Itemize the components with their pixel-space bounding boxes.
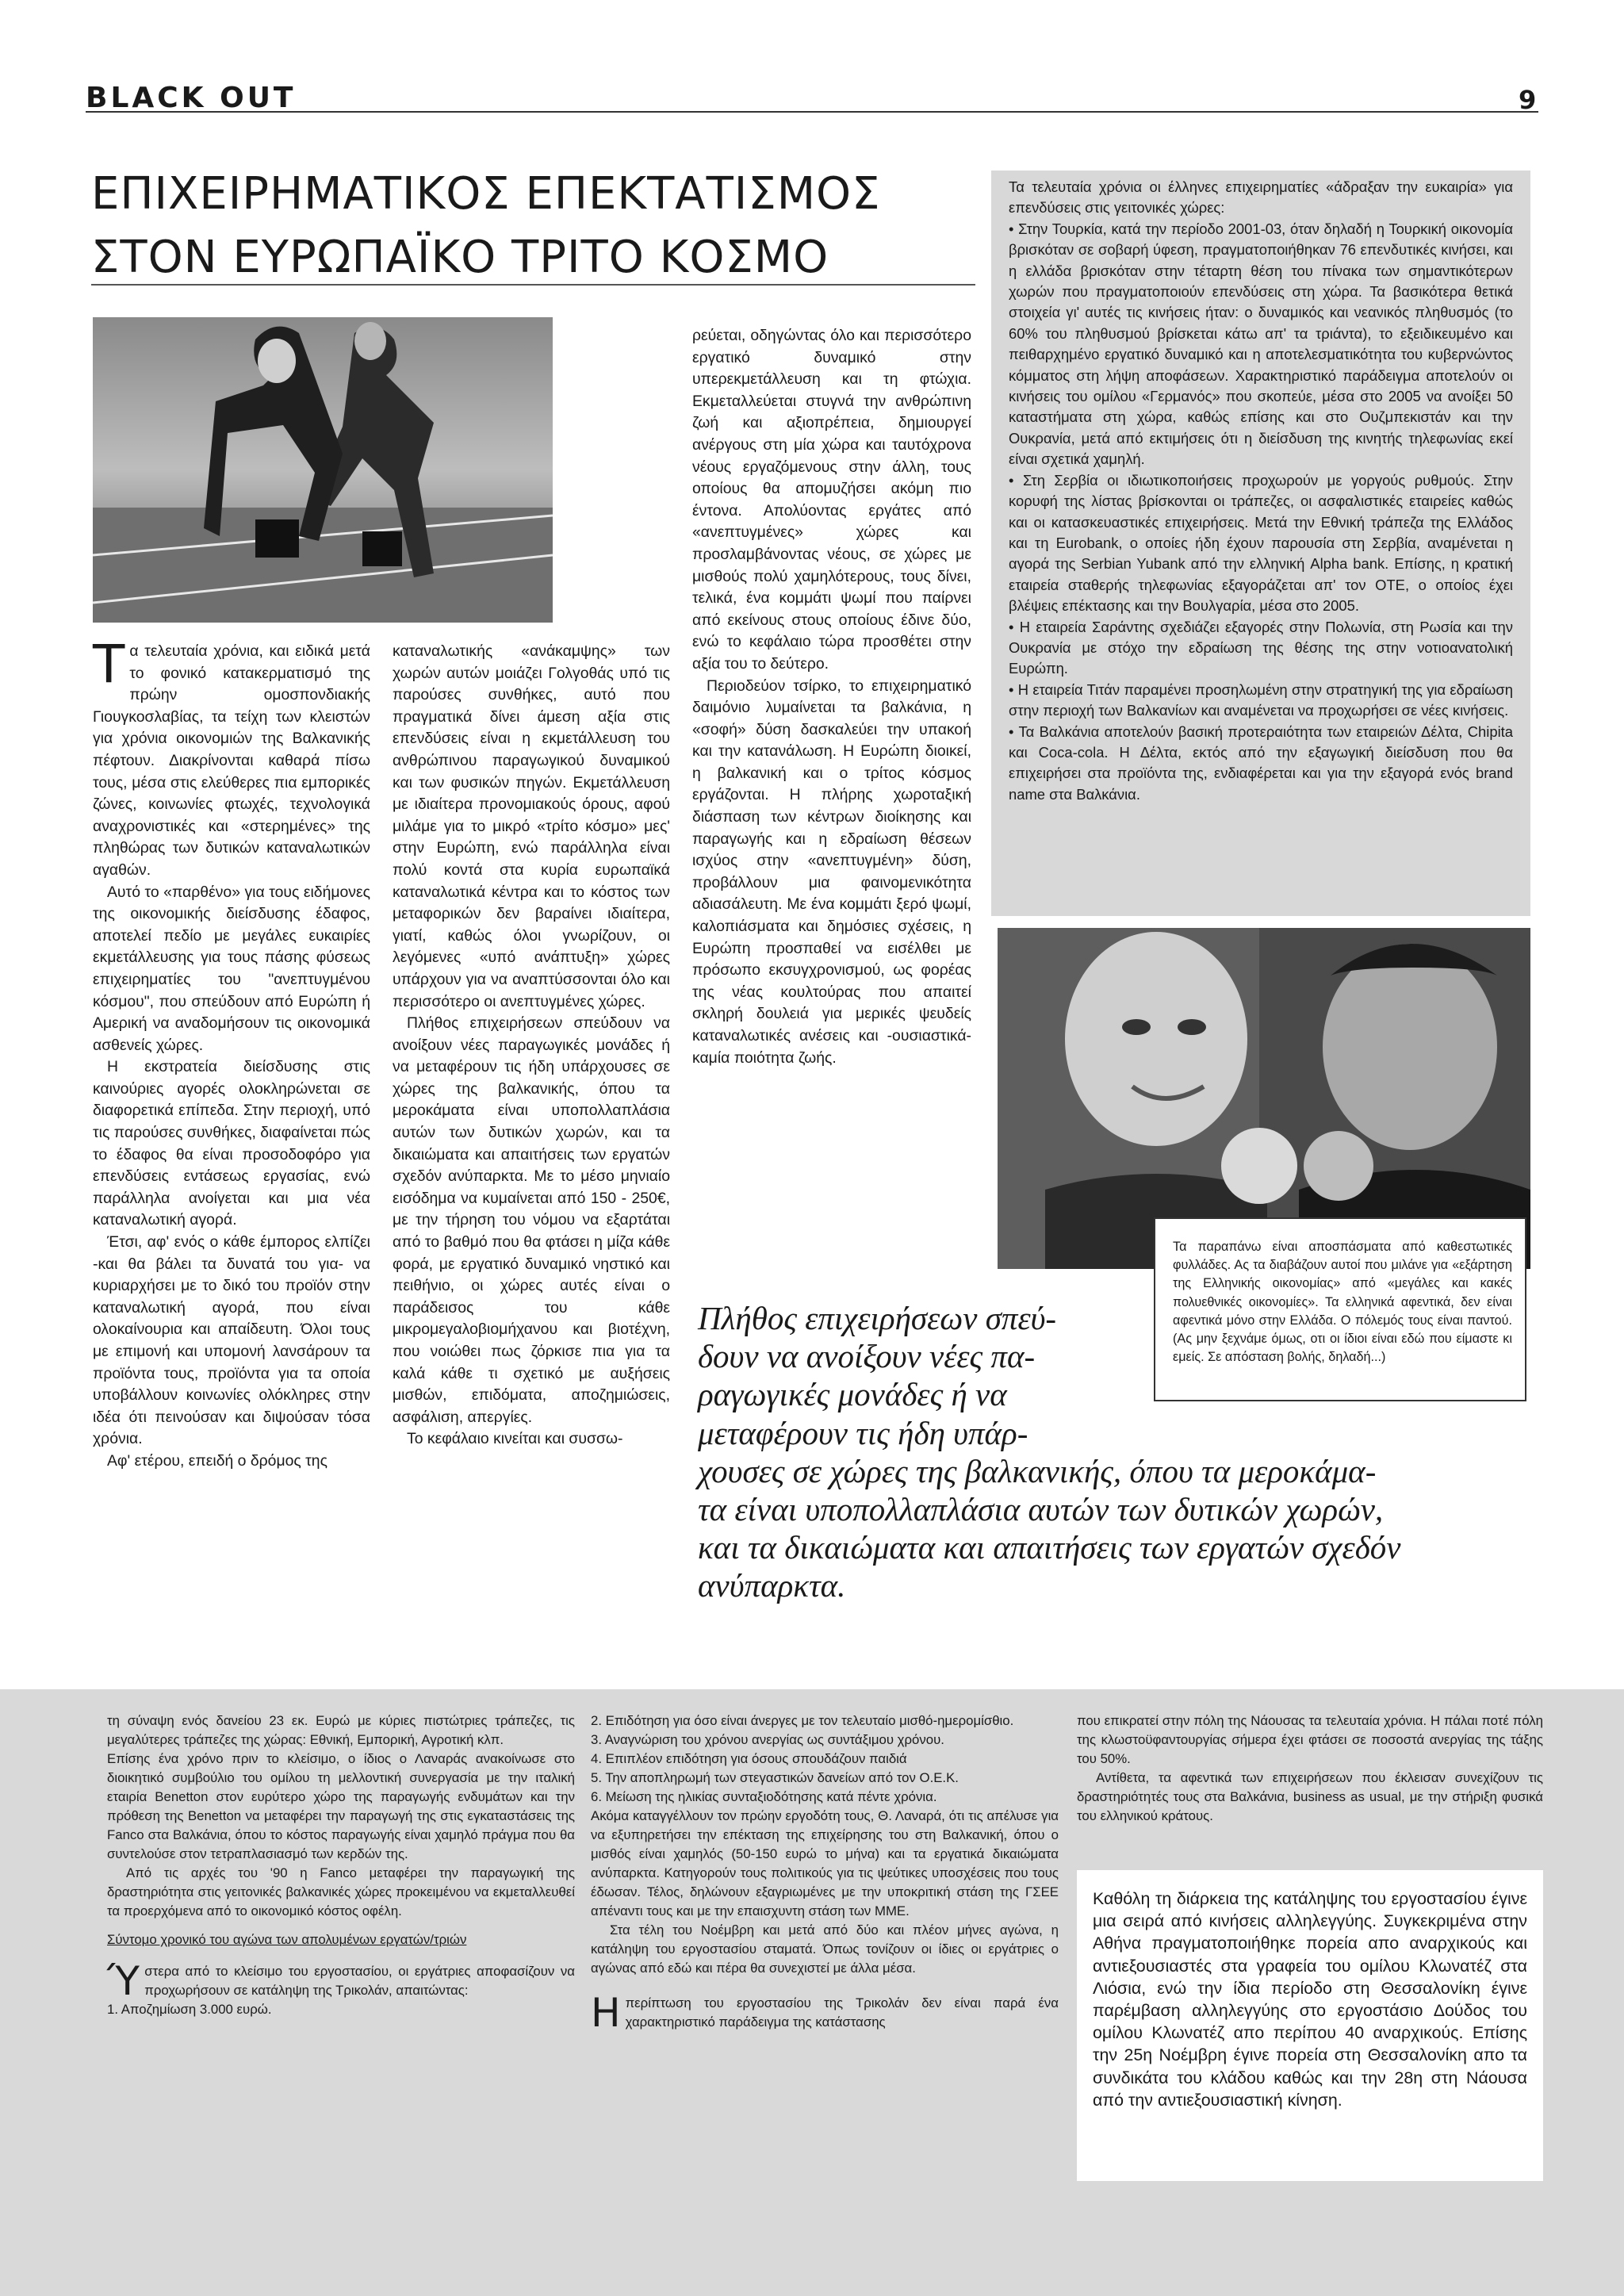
- bottom-c2-paragraph-1: Ακόμα καταγγέλλουν τον πρώην εργοδότη τους, Θ. Λαναρά, ότι τις απέλυσε για να εξυπηρετήσει την επέκταση της επιχείρησης του στη Βαλκανική, όπου ο μισθός είναι χαμηλός (50-150 ευρώ το μήνα) και τα εργατικά δικαιώματα ανύπαρκτα. Κατηγορούν τους πολιτικούς για τις ψεύτικες υποσχέσεις που τους έδωσαν. Τέλος, δηλώνουν εξαγριωμένες με την υποκριτική στάση της ΓΣΕΕ απέναντι τους και με την επαισχυντη στάση των ΜΜΕ.: [591, 1808, 1059, 1918]
- drop-cap: Τ: [93, 634, 125, 695]
- pull-quote-line-5: χουσες σε χώρες της βαλκανικής, όπου τα μεροκάμα-: [698, 1452, 1377, 1489]
- pull-quote-line-8: ανύπαρκτα.: [698, 1567, 846, 1604]
- headline-rule: [91, 284, 975, 286]
- businessmen-race-photo: [93, 317, 553, 623]
- headline-line-1: ΕΠΙΧΕΙΡΗΜΑΤΙΚΟΣ ΕΠΕΚΤΑΤΙΣΜΟΣ: [91, 168, 881, 220]
- bottom-column-1: [107, 1711, 575, 2019]
- headline-line-2: ΣΤΟΝ ΕΥΡΩΠΑΪΚΟ ΤΡΙΤΟ ΚΟΣΜΟ: [91, 232, 829, 283]
- header-rule: [86, 111, 1538, 113]
- sidebar-bullet-sarantis: • Η εταιρεία Σαράντης σχεδιάζει εξαγορές στην Πολωνία, στη Ρωσία και την Ουκρανία με στόχο την εδραίωση της θέσης της στην νοτιοανατολική Ευρώπη.: [1009, 618, 1513, 677]
- bottom-c2-paragraph-2: Στα τέλη του Νοέμβρη και μετά από δύο και πλέον μήνες αγώνα, η κατάληψη του εργοστασίου σταματά. Όπως τονίζουν οι ίδιες οι εργάτριες ο αγώνας από εδώ και πέρα θα συνεχιστεί με άλλα μέσα.: [591, 1922, 1059, 1976]
- bottom-c2-item-4: 4. Επιπλέον επιδότηση για όσους σπουδάζουν παιδιά: [591, 1751, 907, 1766]
- bottom-c1-paragraph-5: 1. Αποζημίωση 3.000 ευρώ.: [107, 2002, 272, 2017]
- pull-quote-line-7: και τα δικαιώματα και απαιτήσεις των εργατών σχεδόν: [698, 1529, 1401, 1566]
- bottom-c3-paragraph-2: Αντίθετα, τα αφεντικά των επιχειρήσεων που έκλεισαν συνεχίζουν τις δραστηριότητές τους στα Βαλκάνια, business as usual, με την στήριξη φυσικά του ελληνικού κράτους.: [1077, 1770, 1543, 1823]
- bottom-c2-item-2: 2. Επιδότηση για όσο είναι άνεργες με τον τελευταίο μισθό-ημερομίσθιο.: [591, 1713, 1014, 1728]
- col1-paragraph-1: Τα τελευταία χρόνια, και ειδικά μετά το φονικό κατακερματισμό της πρώην ομοσπονδιακής Γιουγκοσλαβίας, τα τείχη των κλειστών για χρόνια οικονομιών της Βαλκανικής πέφτουν. Διακρίνονται καθαρά πίσω τους, μέσα στις ελεύθερες πια εμπορικές ζώνες, κοινωνίες φτωχές, τεχνολογικά αναχρονιστικές και «στερημένες» της πληθώρας των δυτικών καταναλωτικών αγαθών.: [93, 634, 370, 879]
- bottom-c1-paragraph-2: Επίσης ένα χρόνο πριν το κλείσιμο, ο ίδιος ο Λαναράς ανακοίνωσε στο διοικητικό συμβούλιο του ομίλου τη μελλοντική συνεργασία με την ιταλική εταιρία Benetton στον ευρύτερο χώρο της παραγωγής ενδυμάτων και την πρόθεση της Benetton να μεταφέρει την παραγωγή της στις εγκαταστάσεις της Fanco στα Βαλκάνια, όπου το κόστος παραγωγής είναι χαμηλό πράγμα που θα συντελούσε στον τετραπλασιασμό των κερδών της.: [107, 1751, 575, 1861]
- pull-quote-line-2: δουν να ανοίξουν νέες πα-: [698, 1338, 1036, 1375]
- article-headline: [91, 163, 956, 289]
- article-column-2: [393, 641, 670, 1642]
- col2-paragraph-1: καταναλωτικής «ανάκαμψης» των χωρών αυτών μοιάζει Γολγοθάς υπό τις παρούσες συνθήκες, αυτό που πραγματικά δίνει άμεση αξία στις επενδύσεις είναι η εκμετάλλευση του ανθρώπινου παραγωγικού δυναμικού και των φυσικών πηγών. Εκμετάλλευση με ιδιαίτερα προνομιακούς όρους, αφού μιλάμε για το μικρό «τρίτο κόσμο» μες' στην Ευρώπη, ενώ παράλληλα είναι πολύ κοντά στα κυρία ευρωπαϊκά καταναλωτικά κέντρα και το κόστος των μεταφορικών δεν βαραίνει ιδιαίτερα, γιατί, καθώς όλοι γνωρίζουν, οι λεγόμενες «υπό ανάπτυξη» χώρες υπάρχουν για να αναπτύσσονται όλο και περισσότερο οι ανεπτυγμένες χώρες.: [393, 642, 670, 1010]
- masthead: BLACK OUT: [86, 82, 297, 114]
- sidebar-bullet-serbia: • Στη Σερβία οι ιδιωτικοποιήσεις προχωρούν με γοργούς ρυθμούς. Στην κορυφή της λίστας βρίσκονται οι τράπεζες, οι ασφαλιστικές εταιρείες καθώς και οι κατασκευαστικές επιχειρήσεις. Μετά την Εθνική τράπεζα της Ελλάδος και τη Eurobank, ο οποίες ήδη έχουν παρουσία στη Σερβία, αναμένεται η αγορά της Serbian Yubank από την ελληνική Alpha bank. Επίσης, η κρατική εταιρεία σταθερής τηλεφωνίας εξαγοράζεται απ' τον ΟΤΕ, ο οποίος έχει βλέψεις επέκτασης και την Βουλγαρία, μέσα στο 2005.: [1009, 471, 1513, 615]
- sidebar-bullet-turkey: • Στην Τουρκία, κατά την περίοδο 2001-03, όταν δηλαδή η Τουρκική οικονομία βρισκόταν σε σοβαρή ύφεση, πραγματοποιήθηκαν 76 επενδυτικές κινήσει, και η ελλάδα βρισκόταν στην τέταρτη θέση του πίνακα των σημαντικότερων χωρών που πραγματοποιούν επενδύσεις στη χώρα. Τα βασικότερα θετικά στοιχεία γι' αυτές τις κινήσεις ήταν: ο δυναμικός και νεανικός πληθυσμός (το 60% του πληθυσμού βρίσκεται κάτω απ' τα τριάντα), το εξειδικευμένο και πειθαρχημένο εργατικό δυναμικό και η αποτελεσματικότητα του κυβερνώντος κόμματος στη λήψη αποφάσεων. Χαρακτηριστικό παράδειγμα αποτελούν οι κινήσεις του ομίλου «Γερμανός» που σκοπεύε, μέσα στο 2005 να ανοίξει 50 καταστήματα στη χώρα, καθώς επίσης και στο Ουζμπεκιστάν και την Ουκρανία, μετά από εκτιμήσεις ότι η διείσδυση της κινητής τηλεφωνίας εκεί είναι σχετικά χαμηλή.: [1009, 220, 1513, 468]
- col1-paragraph-3: Η εκστρατεία διείσδυσης στις καινούριες αγορές ολοκληρώνεται σε διαφορετικά επίπεδα. Στην περιοχή, υπό τις παρούσες συνθήκες, διαφαίνεται πώς το έδαφος θα είναι προσοδοφόρο για επενδύσεις εντάσεως εργασίας, ενώ παράλληλα ανοίγεται και μια νέα καταναλωτική αγορά.: [93, 1058, 370, 1229]
- col3-paragraph-2: Περιοδεύον τσίρκο, το επιχειρηματικό δαιμόνιο λυμαίνεται τα βαλκάνια, η «σοφή» δύση δασκαλεύει την υπακοή και την κατανάλωση. Η Ευρώπη διοικεί, η βαλκανική και ο τρίτος κόσμος εργάζονται. Η πλήρης χωροταξική διάσπαση των κέντρων διοίκησης και παραγωγής και η εδραίωση θέσεων ισχύος στην «ανεπτυγμένη» δύση, προβάλλουν μια φαινομενικότητα αδιασάλευτη. Με ένα κομμάτι ξερό ψωμί, καλοπιάσματα και δημόσιες σχέσεις, η Ευρώπη προσπαθεί να εισέλθει με πρόσωπο εκσυγχρονισμού, ως φορέας της νέας κουλτούρας που απαιτεί σκληρή δουλειά για μερικές ψευδείς καταναλωτικές ανέσεις και -ουσιαστικά- καμία ποιότητα ζωής.: [692, 677, 971, 1067]
- sidebar-intro: Τα τελευταία χρόνια οι έλληνες επιχειρηματίες «άδραξαν την ευκαιρία» για επενδύσεις στις γειτονικές χώρες:: [1009, 178, 1513, 217]
- businessmen-race-illustration: [93, 317, 553, 623]
- bottom-c2-item-6: 6. Μείωση της ηλικίας συνταξιοδότησης κατά πέντε χρόνια.: [591, 1789, 937, 1804]
- sidebar-bullet-delta: • Τα Βαλκάνια αποτελούν βασική προτεραιότητα των εταιρειών Δέλτα, Chipita και Coca-cola. Η Δέλτα, εκτός από την εξαγωγική διείσδυση που θα επιχειρήσει στα προϊόντα της, ενδιαφέρεται και για την εξαγορά ενός brand name στα Βαλκάνια.: [1009, 723, 1513, 803]
- bottom-c2-item-3: 3. Αναγνώριση του χρόνου ανεργίας ως συντάξιμου χρόνου.: [591, 1732, 944, 1747]
- pull-quote: [698, 1299, 1546, 1605]
- photo-caption-box: Τα παραπάνω είναι αποσπάσματα από καθεστωτικές φυλλάδες. Ας τα διαβάζουν αυτοί που μιλάνε για «εξάρτηση της Ελληνικής οικονομίας» από «μεγάλες και κακές πολυεθνικές οικονομίες». Τα ελληνικά αφεντικά, δεν είναι αφεντικά μόνο στην Ελλάδα. Ο πόλεμός τους είναι παντού. (Ας μην ξεχνάμε όμως, οτι οι ίδιοι είναι εδώ που είμαστε κι εμείς. Σε απόσταση βολής, δηλαδή...): [1154, 1217, 1526, 1401]
- bottom-c3-paragraph-1: που επικρατεί στην πόλη της Νάουσας τα τελευταία χρόνια. Η πάλαι ποτέ πόλη της κλωστοϋφαντουργίας σήμερα έχει φτάσει σε ποσοστά ανεργίας της τάξης του 50%.: [1077, 1713, 1543, 1766]
- col2-paragraph-3: Το κεφάλαιο κινείται και συσσω-: [407, 1430, 623, 1448]
- bottom-c2-paragraph-3: Ηπερίπτωση του εργοστασίου της Τρικολάν δεν είναι παρά ένα χαρακτηριστικό παράδειγμα της κατάστασης: [591, 1990, 1059, 2036]
- sidebar-bullet-titan: • Η εταιρεία Τιτάν παραμένει προσηλωμένη στην στρατηγική της για εδραίωση στην περιοχή των Βαλκανίων και αναμένεται να προχωρήσει σε νέες κινήσεις.: [1009, 680, 1513, 719]
- pull-quote-line-3: ραγωγικές μονάδες ή να: [698, 1376, 1007, 1413]
- bottom-c1-paragraph-1: τη σύναψη ενός δανείου 23 εκ. Ευρώ με κύριες πιστώτριες τράπεζες, τις μεγαλύτερες τράπεζες της χώρας: Εθνική, Εμπορική, Αγροτική κλπ.: [107, 1713, 575, 1747]
- bottom-drop-cap-2: Η: [591, 1990, 621, 2036]
- bottom-c1-paragraph-4: Ύστερα από το κλείσιμο του εργοστασίου, οι εργάτριες αποφασίζουν να προχωρήσουν σε κατάληψη της Τρικολάν, απαιτώντας:: [107, 1958, 575, 2004]
- pull-quote-line-6: τα είναι υποπολλαπλάσια αυτών των δυτικών χωρών,: [698, 1491, 1384, 1528]
- solidarity-box: Καθόλη τη διάρκεια της κατάληψης του εργοστασίου έγινε μια σειρά από κινήσεις αλληλεγγύης. Συγκεκριμένα στην Αθήνα πραγματοποιήθηκε πορεία απο αναρχικούς και αντιεξουσιαστές στα γραφεία του ομίλου Κλωνατέζ στα Λιόσια, ενώ την ίδια περίοδο στη Θεσσαλονίκη έγινε παρέμβαση αλληλεγγύης στο εργοστάσιο Δούδος του ομίλου Κλωνατέζ απο περίπου 40 αναρχικούς. Επίσης την 25η Νοέμβρη έγινε πορεία στη Θεσσαλονίκη απο τα συνδικάτα του κλάδου καθώς και την 28η στη Νάουσα από την αντιεξουσιαστική κίνηση.: [1077, 1870, 1543, 2181]
- col1-paragraph-2: Αυτό το «παρθένο» για τους ειδήμονες της οικονομικής διείσδυσης έδαφος, αποτελεί πεδίο με μεγάλες ευκαιρίες εκμετάλλευσης για τους πάσης φύσεως επιχειρηματίες του "ανεπτυγμένου κόσμου", που σπεύδουν από Ευρώπη ή Αμερική να αναδομήσουν τις οικονομικά ασθενείς χώρες.: [93, 883, 370, 1054]
- bottom-column-2: [591, 1711, 1059, 2036]
- page-number: 9: [1519, 85, 1537, 115]
- col1-paragraph-4: Έτσι, αφ' ενός ο κάθε έμπορος ελπίζει -και θα βάλει τα δυνατά του για- να κυριαρχήσει με το δικό του προϊόν στην καταναλωτική αγορά, που είναι ολοκαίνουρια και απαίδευτη. Όλοι τους με επιμονή και υπομονή λανσάρουν τα προϊόντα τους, προϊόντα για τα οποία υποβάλλουν κοινωνίες ολόκληρες στην ιδέα ότι πεινούσαν και διψούσαν τόσα χρόνια.: [93, 1233, 370, 1448]
- bottom-c2-item-5: 5. Την αποπληρωμή των στεγαστικών δανείων από τον Ο.Ε.Κ.: [591, 1770, 959, 1785]
- bottom-column-3: [1077, 1711, 1543, 1826]
- col2-paragraph-2: Πλήθος επιχειρήσεων σπεύδουν να ανοίξουν νέες παραγωγικές μονάδες ή να μεταφέρουν τις ήδη υπάρχουσες σε χώρες της βαλκανικής, όπου τα μεροκάματα είναι υποπολλαπλάσια αυτών των δυτικών χωρών, και τα δικαιώματα και απαιτήσεις των εργατών σχεδόν ανύπαρκτα. Με το μέσο μηνιαίο εισόδημα να κυμαίνεται από 150 - 250€, με την τήρηση του νόμου να εξαρτάται από το βαθμό που θα φτάσει η μίζα κάθε φορά, με εργατικό δυναμικό νηστικό και πειθήνιο, οι χώρες αυτές είναι ο παράδεισος του κάθε μικρομεγαλοβιομήχανου και βιοτέχνη, που νοιώθει πως ζόρκισε πια για τα καλά κάθε τι σχετικό με αυξήσεις μισθών, επιδόματα, αποζημιώσεις, ασφάλιση, απεργίες.: [393, 1014, 670, 1426]
- col3-paragraph-1: ρεύεται, οδηγώντας όλο και περισσότερο εργατικό δυναμικό στην υπερεκμετάλλευση και τη φτώχια. Εκμεταλλεύεται στυγνά την ανθρώπινη ζωή και αξιοπρέπεια, δημιουργεί ανέργους στη μία χώρα και ταυτόχρονα νέους εργαζόμενους στην άλλη, τους οποίους θα απομυζήσει ακόμη πιο έντονα. Απολύοντας εργάτες από «ανεπτυγμένες» χώρες και προσλαμβάνοντας νέους, σε χώρες με μισθούς πολύ χαμηλότερους, τους δίνει, τελικά, ένα κομμάτι ψωμί που παίρνει από εκείνους στους οποίους έδινε δύο, ενώ το κεφάλαιο τώρα προσθέτει στην αξία του το δεύτερο.: [692, 327, 971, 673]
- col1-paragraph-5: Αφ' ετέρου, επειδή ο δρόμος της: [107, 1451, 327, 1470]
- article-column-3: [692, 325, 971, 1261]
- pull-quote-line-1: Πλήθος επιχειρήσεων σπεύ-: [698, 1300, 1057, 1336]
- investments-sidebar: [991, 171, 1530, 916]
- pull-quote-line-4: μεταφέρουν τις ήδη υπάρ-: [698, 1414, 1028, 1451]
- article-column-1: [93, 634, 370, 1642]
- bottom-drop-cap-1: Ύ: [107, 1958, 140, 2004]
- bottom-c1-heading: Σύντομο χρονικό του αγώνα των απολυμένων εργατών/τριών: [107, 1932, 467, 1947]
- bottom-c1-paragraph-3: Από τις αρχές του '90 η Fanco μεταφέρει την παραγωγική της δραστηριότητα στις γειτονικές βαλκανικές χώρες προκειμένου να εκμεταλλευθεί τα προερχόμενα από το οικονομικό κόστος οφέλη.: [107, 1865, 575, 1918]
